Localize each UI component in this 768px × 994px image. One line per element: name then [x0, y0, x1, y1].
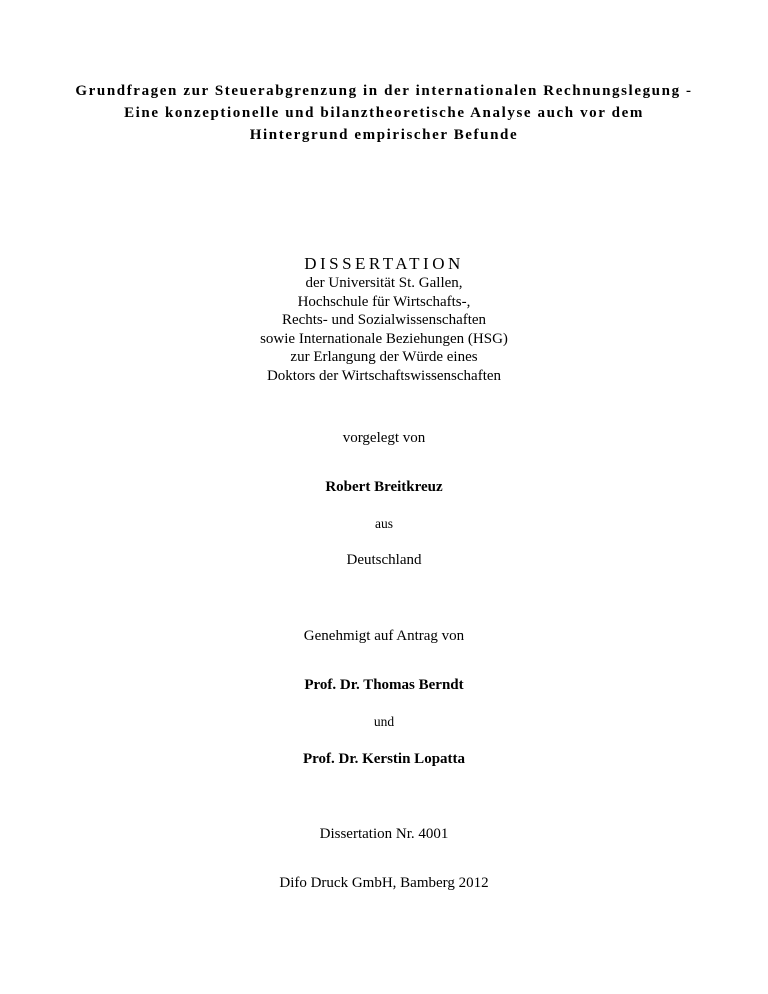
- thesis-title: [0, 80, 768, 146]
- dissertation-number: Dissertation Nr. 4001: [319, 826, 449, 842]
- dissertation-line-2: Hochschule für Wirtschafts-,: [297, 293, 471, 310]
- referee-2: Prof. Dr. Kerstin Lopatta: [302, 751, 466, 767]
- dissertation-heading: DISSERTATION: [304, 254, 464, 273]
- publisher-line: Difo Druck GmbH, Bamberg 2012: [279, 875, 489, 891]
- author-name: Robert Breitkreuz: [325, 479, 443, 495]
- title-line-3: Hintergrund empirischer Befunde: [249, 127, 519, 143]
- approved-label: Genehmigt auf Antrag von: [303, 628, 465, 644]
- dissertation-block: [0, 253, 768, 385]
- dissertation-line-6: Doktors der Wirtschaftswissenschaften: [266, 367, 502, 384]
- dissertation-line-3: Rechts- und Sozialwissenschaften: [281, 312, 487, 328]
- title-line-1: Grundfragen zur Steuerabgrenzung in der internationalen Rechnungslegung -: [75, 83, 693, 99]
- title-line-2: Eine konzeptionelle und bilanztheoretische Analyse auch vor dem: [124, 105, 644, 121]
- dissertation-line-5: zur Erlangung der Würde eines: [290, 349, 478, 365]
- and-label: und: [373, 714, 395, 729]
- dissertation-line-1: der Universität St. Gallen,: [305, 275, 463, 291]
- from-label: aus: [375, 516, 393, 531]
- submitted-by-label: vorgelegt von: [342, 430, 426, 446]
- dissertation-line-4: sowie Internationale Beziehungen (HSG): [260, 330, 508, 347]
- origin-country: Deutschland: [346, 552, 422, 568]
- referee-1: Prof. Dr. Thomas Berndt: [304, 677, 464, 693]
